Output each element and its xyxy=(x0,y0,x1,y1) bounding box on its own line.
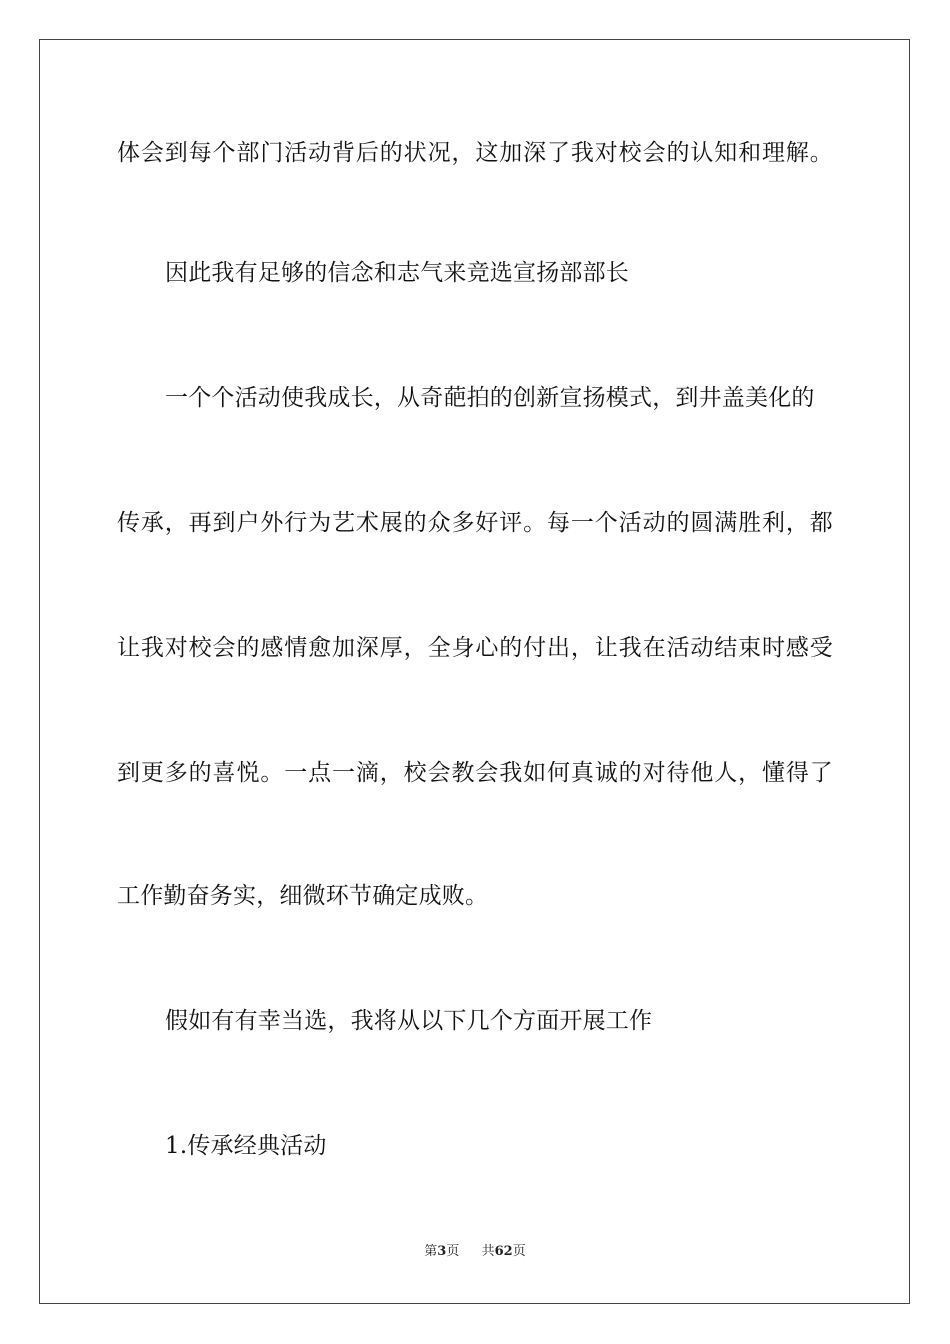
paragraph-line-1: 体会到每个部门活动背后的状况，这加深了我对校会的认知和理解。 xyxy=(117,140,833,166)
list-item-1: 1.传承经典活动 xyxy=(165,1133,327,1159)
footer-page-prefix: 第 xyxy=(424,1244,438,1259)
paragraph-line-5: 让我对校会的感情愈加深厚，全身心的付出，让我在活动结束时感受 xyxy=(117,635,833,661)
footer-page-suffix: 页 xyxy=(446,1244,460,1259)
footer-total-pages: 62 xyxy=(494,1244,513,1259)
footer-total-prefix: 共 xyxy=(481,1244,495,1259)
page-footer xyxy=(0,1243,950,1261)
paragraph-line-4: 传承，再到户外行为艺术展的众多好评。每一个活动的圆满胜利，都 xyxy=(117,510,833,536)
footer-page-number: 3 xyxy=(437,1244,447,1259)
paragraph-line-2: 因此我有足够的信念和志气来竞选宣扬部部长 xyxy=(165,260,629,286)
paragraph-line-3: 一个个活动使我成长，从奇葩拍的创新宣扬模式，到井盖美化的 xyxy=(165,385,815,411)
paragraph-line-7: 工作勤奋务实，细微环节确定成败。 xyxy=(117,883,489,909)
paragraph-line-8: 假如有有幸当选，我将从以下几个方面开展工作 xyxy=(165,1008,653,1034)
paragraph-line-6: 到更多的喜悦。一点一滴，校会教会我如何真诚的对待他人，懂得了 xyxy=(117,760,833,786)
footer-total-suffix: 页 xyxy=(512,1244,526,1259)
page-border xyxy=(39,39,910,1304)
